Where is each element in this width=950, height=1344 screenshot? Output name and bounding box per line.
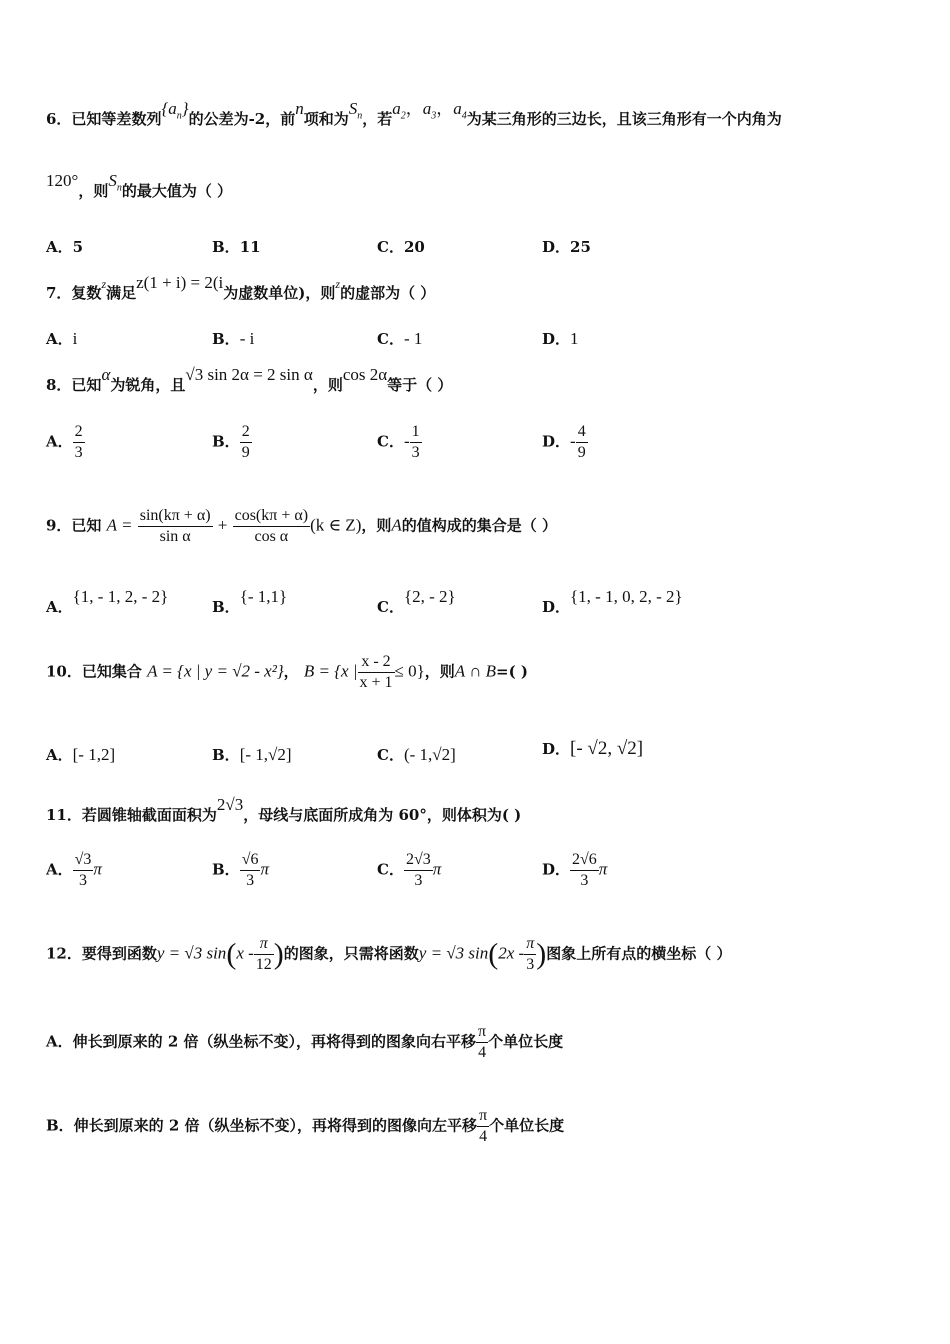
q10-stem: 10．已知集合 A = {x | y = √2 - x²}， B = {x | $\frac{x - 2}{x + 1}$ ≤ 0}，则A ∩ B=( ) [46,653,529,691]
math-a3: $a_3$ [422,99,437,122]
q6-option-b[interactable]: B．11 [212,238,261,256]
q7-option-b[interactable]: B．- i [212,329,255,348]
q8-option-b[interactable]: B． $\frac{2}{9}$ [212,423,250,461]
math-an: $\{a_n\}$ [161,99,189,122]
q9-option-b[interactable]: B．{- 1,1} [212,587,288,616]
q7-option-c[interactable]: C．- 1 [377,329,423,348]
q6-option-d[interactable]: D．25 [542,238,591,256]
q8-option-d[interactable]: D．- $\frac{4}{9}$ [542,423,586,461]
q7-option-a[interactable]: A．i [46,329,78,348]
q11-stem: 11．若圆锥轴截面面积为2√3，母线与底面所成角为 60°，则体积为( ) [46,795,522,824]
q10-option-b[interactable]: B．[- 1,√2] [212,745,292,764]
q11-option-d[interactable]: D． $\frac{2√6}{3}$ π [542,851,608,889]
q6-line1: 6．已知等差数列$\{a_n\}$的公差为-2，前n项和为$S_n$，若$a_2$，$a_3$，$a_4$为某三角形的三边长，且该三角形有一个内角为 [46,99,782,128]
math-sn: $S_n$ [108,171,122,194]
q9-stem: 9．已知 A = $\frac{\sin(k\pi + \alpha)}{\text{sin α}}$ + $\frac{\cos(k\pi + \alpha)}{\text{cos α}}$ (k ∈ Z)，则A的值构成的集合是（ ） [46,507,557,545]
q6-option-c[interactable]: C．20 [377,238,425,256]
q9-option-c[interactable]: C．{2, - 2} [377,587,456,616]
q8-stem: 8．已知α为锐角，且√3 sin 2α = 2 sin α，则cos 2α等于（ ） [46,365,453,394]
q6-option-a[interactable]: A．5 [46,238,84,256]
math-sn: $S_n$ [348,99,363,122]
q12-option-a[interactable]: A．伸长到原来的 2 倍（纵坐标不变），再将得到的图象向右平移 $\frac{\pi}{4}$ 个单位长度 [46,1023,564,1061]
q7-stem: 7．复数$^z$满足z(1 + i) = 2(i为虚数单位)，则$^z$的虚部为（ ） [46,273,436,302]
q10-option-d[interactable]: D．[- √2, √2] [542,738,644,759]
math-a4: $a_4$ [453,99,467,122]
q12-stem: 12．要得到函数y = √3 sin(x - $\frac{\pi}{12}$ )的图象，只需将函数y = √3 sin(2x - $\frac{\pi}{3}$ )图象上所有点的横坐标（ ） [46,935,732,973]
q8-option-c[interactable]: C．- $\frac{1}{3}$ [377,423,420,461]
q11-option-b[interactable]: B． $\frac{√6}{3}$ π [212,851,269,889]
q6-line2: 120°，则$S_n$的最大值为（ ） [46,171,233,200]
q11-option-c[interactable]: C． $\frac{2√3}{3}$ π [377,851,442,889]
q9-option-d[interactable]: D．{1, - 1, 0, 2, - 2} [542,587,683,616]
q8-option-a[interactable]: A． $\frac{2}{3}$ [46,423,83,461]
q11-option-a[interactable]: A． $\frac{√3}{3}$ π [46,851,102,889]
q12-option-b[interactable]: B．伸长到原来的 2 倍（纵坐标不变），再将得到的图像向左平移 $\frac{\pi}{4}$ 个单位长度 [46,1107,565,1145]
q7-option-d[interactable]: D．1 [542,329,579,348]
q9-option-a[interactable]: A．{1, - 1, 2, - 2} [46,587,169,616]
math-a2: $a_2$ [392,99,406,122]
q10-option-a[interactable]: A．[- 1,2] [46,745,116,764]
q10-option-c[interactable]: C．(- 1,√2] [377,745,456,764]
